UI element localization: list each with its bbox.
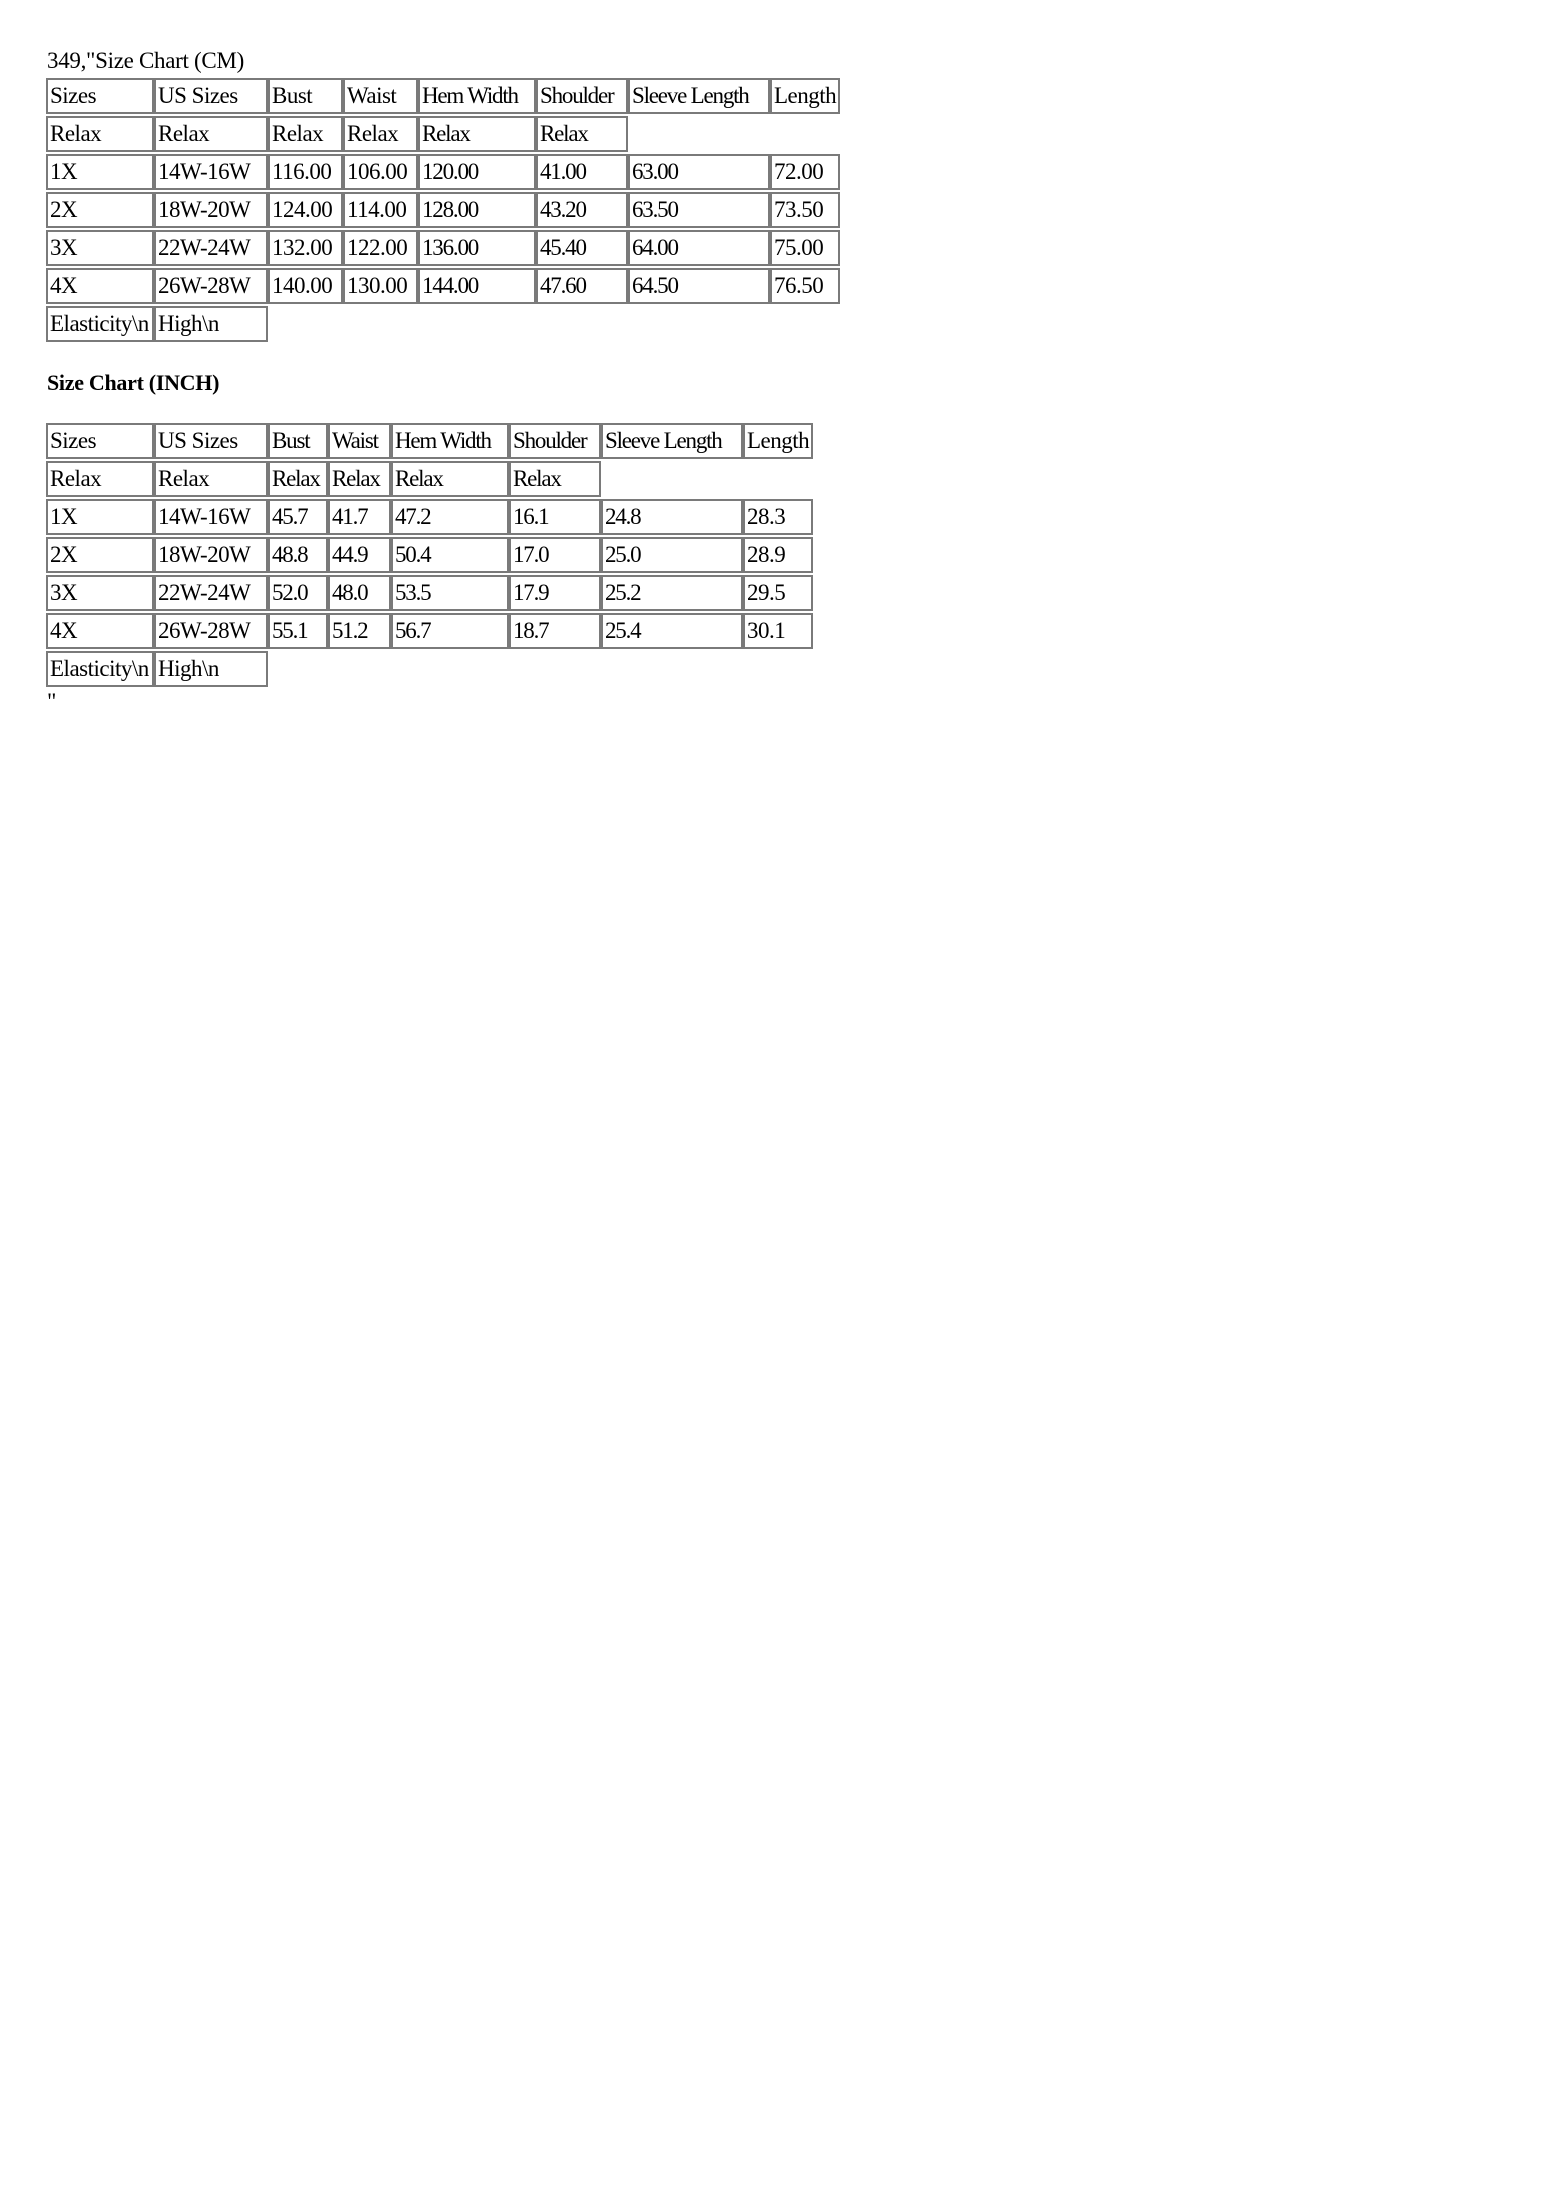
- inch-table-cell: 17.9: [509, 575, 601, 611]
- cm-table-cell: 41.00: [536, 154, 628, 190]
- inch-table-cell: 28.9: [743, 537, 813, 573]
- inch-table-cell: 51.2: [328, 613, 391, 649]
- cm-table-cell: Relax: [46, 116, 154, 152]
- inch-table-cell: 1X: [46, 499, 154, 535]
- cm-table-cell: 130.00: [343, 268, 418, 304]
- inch-table-cell: Relax: [154, 461, 268, 497]
- cm-table-cell: 47.60: [536, 268, 628, 304]
- cm-table-cell: 1X: [46, 154, 154, 190]
- inch-table-cell: 55.1: [268, 613, 328, 649]
- inch-size-chart-title: Size Chart (INCH): [47, 370, 220, 395]
- inch-table-cell: 3X: [46, 575, 154, 611]
- inch-table-cell: 48.8: [268, 537, 328, 573]
- inch-table-cell: 26W-28W: [154, 613, 268, 649]
- inch-table-cell: Relax: [509, 461, 601, 497]
- cm-table-cell: 64.50: [628, 268, 770, 304]
- cm-table-cell: 4X: [46, 268, 154, 304]
- cm-table-cell: 18W-20W: [154, 192, 268, 228]
- cm-table-cell: Relax: [268, 116, 343, 152]
- cm-table-cell: 73.50: [770, 192, 840, 228]
- inch-table-cell: Elasticity\n: [46, 651, 154, 687]
- cm-table-cell: 124.00: [268, 192, 343, 228]
- inch-table-cell: Relax: [328, 461, 391, 497]
- cm-table-cell: 3X: [46, 230, 154, 266]
- inch-table-cell: Relax: [268, 461, 328, 497]
- cm-table-cell: Relax: [343, 116, 418, 152]
- cm-table-cell: 106.00: [343, 154, 418, 190]
- inch-table-cell: 56.7: [391, 613, 509, 649]
- cm-table-cell: 136.00: [418, 230, 536, 266]
- cm-table-cell: 45.40: [536, 230, 628, 266]
- cm-table-cell: 144.00: [418, 268, 536, 304]
- cm-table-cell: High\n: [154, 306, 268, 342]
- inch-table-cell: 41.7: [328, 499, 391, 535]
- inch-table-cell: 47.2: [391, 499, 509, 535]
- inch-table-cell: 17.0: [509, 537, 601, 573]
- cm-table-cell: 64.00: [628, 230, 770, 266]
- inch-table-cell: 4X: [46, 613, 154, 649]
- inch-table-cell: 16.1: [509, 499, 601, 535]
- cm-table-cell: 72.00: [770, 154, 840, 190]
- cm-table-cell: 63.00: [628, 154, 770, 190]
- inch-header-cell: US Sizes: [154, 423, 268, 459]
- inch-table-cell: 14W-16W: [154, 499, 268, 535]
- inch-table-cell: 18.7: [509, 613, 601, 649]
- cm-table-cell: 14W-16W: [154, 154, 268, 190]
- closing-quote: ": [47, 689, 57, 714]
- inch-table-cell: Relax: [46, 461, 154, 497]
- inch-header-cell: Shoulder: [509, 423, 601, 459]
- inch-header-cell: Sizes: [46, 423, 154, 459]
- cm-header-cell: US Sizes: [154, 78, 268, 114]
- inch-table-cell: 18W-20W: [154, 537, 268, 573]
- cm-table-cell: 26W-28W: [154, 268, 268, 304]
- cm-table-cell: 114.00: [343, 192, 418, 228]
- inch-header-cell: Sleeve Length: [601, 423, 743, 459]
- inch-header-cell: Bust: [268, 423, 328, 459]
- inch-table-cell: 45.7: [268, 499, 328, 535]
- inch-table-cell: 30.1: [743, 613, 813, 649]
- inch-table-cell: 25.0: [601, 537, 743, 573]
- cm-table-cell: 140.00: [268, 268, 343, 304]
- inch-table-cell: High\n: [154, 651, 268, 687]
- inch-header-cell: Waist: [328, 423, 391, 459]
- cm-header-cell: Shoulder: [536, 78, 628, 114]
- cm-table-cell: 63.50: [628, 192, 770, 228]
- inch-table-cell: 25.2: [601, 575, 743, 611]
- inch-header-cell: Hem Width: [391, 423, 509, 459]
- inch-table-cell: 25.4: [601, 613, 743, 649]
- cm-header-cell: Waist: [343, 78, 418, 114]
- cm-header-cell: Bust: [268, 78, 343, 114]
- cm-table-cell: Elasticity\n: [46, 306, 154, 342]
- cm-table-cell: 122.00: [343, 230, 418, 266]
- inch-header-cell: Length: [743, 423, 813, 459]
- cm-table-cell: 116.00: [268, 154, 343, 190]
- inch-table-cell: 44.9: [328, 537, 391, 573]
- inch-table-cell: 22W-24W: [154, 575, 268, 611]
- cm-table-cell: 120.00: [418, 154, 536, 190]
- inch-table-cell: Relax: [391, 461, 509, 497]
- inch-table-cell: 29.5: [743, 575, 813, 611]
- inch-table-cell: 48.0: [328, 575, 391, 611]
- cm-table-cell: 2X: [46, 192, 154, 228]
- cm-table-cell: Relax: [418, 116, 536, 152]
- inch-table-cell: 2X: [46, 537, 154, 573]
- cm-table-cell: Relax: [154, 116, 268, 152]
- cm-header-cell: Hem Width: [418, 78, 536, 114]
- inch-table-cell: 28.3: [743, 499, 813, 535]
- cm-header-cell: Length: [770, 78, 840, 114]
- cm-table-cell: 128.00: [418, 192, 536, 228]
- cm-table-cell: Relax: [536, 116, 628, 152]
- cm-size-chart-title: 349,"Size Chart (CM): [47, 48, 244, 73]
- inch-table-cell: 52.0: [268, 575, 328, 611]
- inch-table-cell: 53.5: [391, 575, 509, 611]
- inch-table-cell: 50.4: [391, 537, 509, 573]
- cm-table-cell: 75.00: [770, 230, 840, 266]
- cm-header-cell: Sizes: [46, 78, 154, 114]
- inch-table-cell: 24.8: [601, 499, 743, 535]
- cm-header-cell: Sleeve Length: [628, 78, 770, 114]
- cm-table-cell: 43.20: [536, 192, 628, 228]
- cm-table-cell: 132.00: [268, 230, 343, 266]
- cm-table-cell: 76.50: [770, 268, 840, 304]
- cm-table-cell: 22W-24W: [154, 230, 268, 266]
